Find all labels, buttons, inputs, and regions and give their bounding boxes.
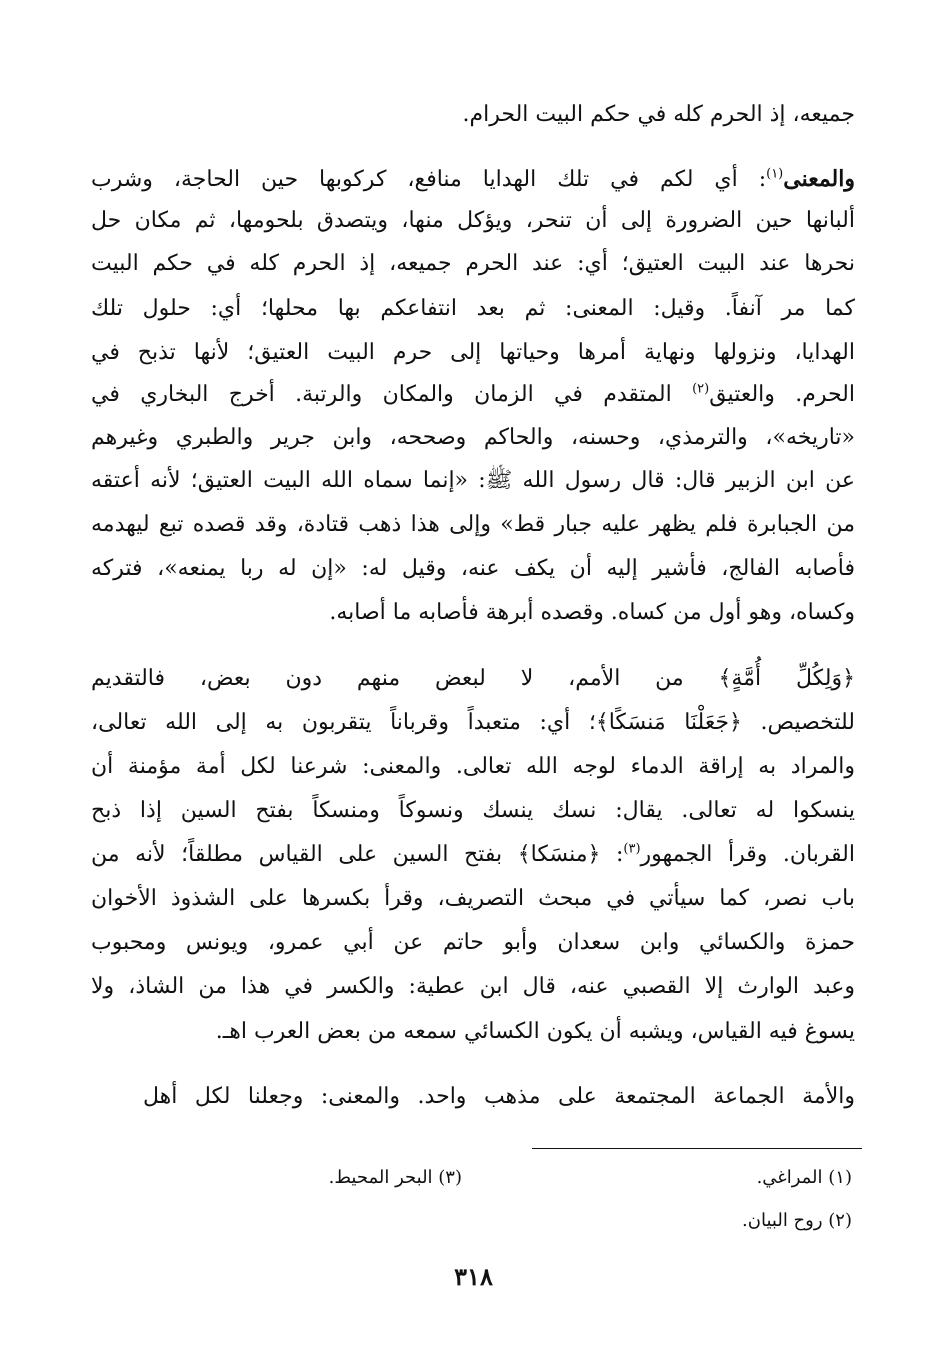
text-line: للتخصيص. ﴿جَعَلْنَا مَنسَكًا﴾؛ أي: متعبداً وقرباناً يتقربون به إلى الله تعالى، xyxy=(91,710,855,735)
text-line: عن ابن الزبير قال: قال رسول الله ﷺ: «إنما سماه الله البيت العتيق؛ لأنه أعتقه xyxy=(91,468,855,493)
text-line: والمراد به إراقة الدماء لوجه الله تعالى. والمعنى: شرعنا لكل أمة مؤمنة أن xyxy=(91,754,855,779)
text-line: باب نصر، كما سيأتي في مبحث التصريف، وقرأ بكسرها على الشذوذ الأخوان xyxy=(91,886,855,911)
line-text: الحرم. والعتيق xyxy=(709,382,855,407)
footnote-2: (٢) روح البيان. xyxy=(742,1210,852,1231)
text-line: والأمة الجماعة المجتمعة على مذهب واحد. والمعنى: وجعلنا لكل أهل xyxy=(143,1084,855,1109)
text-line xyxy=(91,378,855,412)
footnote-ref[interactable]: (١) xyxy=(766,166,784,182)
text-line: ألبانها حين الضرورة إلى أن تنحر، ويؤكل منها، ويتصدق بلحومها، ثم مكان حل xyxy=(91,208,855,233)
footnote-ref[interactable]: (٢) xyxy=(692,381,710,397)
line-text: : ﴿منسَكا﴾ بفتح السين على القياس مطلقاً؛ لأنه من xyxy=(91,842,624,867)
text-line: جميعه، إذ الحرم كله في حكم البيت الحرام. xyxy=(462,102,855,127)
text-line: حمزة والكسائي وابن سعدان وأبو حاتم عن أبي عمرو، ويونس ومحبوب xyxy=(91,930,855,955)
text-line: ينسكوا له تعالى. يقال: نسك ينسك ونسوكاً ومنسكاً بفتح السين إذا ذبح xyxy=(91,798,855,823)
text-line: وعبد الوارث إلا القصبي عنه، قال ابن عطية: والكسر في هذا من الشاذ، ولا xyxy=(91,974,855,999)
text-line: ﴿وَلِكُلِّ أُمَّةٍ﴾ من الأمم، لا لبعض منهم دون بعض، فالتقديم xyxy=(91,666,855,691)
text-line: وكساه، وهو أول من كساه. وقصده أبرهة فأصابه ما أصابه. xyxy=(329,600,855,625)
footnote-1: (١) المراغي. xyxy=(756,1167,852,1188)
text-line: نحرها عند البيت العتيق؛ أي: عند الحرم جميعه، إذ الحرم كله في حكم البيت xyxy=(91,251,855,276)
text-line xyxy=(91,838,855,872)
text-line xyxy=(91,162,855,196)
line-text: المتقدم في الزمان والمكان والرتبة. أخرج البخاري في xyxy=(91,382,693,407)
footnote-3: (٣) البحر المحيط. xyxy=(328,1167,462,1188)
text-line: يسوغ فيه القياس، ويشبه أن يكون الكسائي سمعه من بعض العرب اهـ. xyxy=(215,1019,855,1044)
term-heading: والمعنى xyxy=(783,166,855,192)
footnote-ref[interactable]: (٣) xyxy=(623,841,641,857)
footnote-divider xyxy=(532,1148,862,1149)
line-text: : أي لكم في تلك الهدايا منافع، كركوبها حين الحاجة، وشرب xyxy=(91,167,767,192)
line-text: القربان. وقرأ الجمهور xyxy=(640,842,855,867)
text-line: كما مر آنفاً. وقيل: المعنى: ثم بعد انتفاعكم بها محلها؛ أي: حلول تلك xyxy=(91,296,855,321)
text-line: من الجبابرة فلم يظهر عليه جبار قط» وإلى هذا ذهب قتادة، وقد قصده تبع ليهدمه xyxy=(91,512,855,537)
text-line: الهدايا، ونزولها ونهاية أمرها وحياتها إلى حرم البيت العتيق؛ لأنها تذبح في xyxy=(91,340,855,365)
text-line: «تاريخه»، والترمذي، وحسنه، والحاكم وصححه، وابن جرير والطبري وغيرهم xyxy=(91,425,855,450)
text-line: فأصابه الفالج، فأشير إليه أن يكف عنه، وقيل له: «إن له ربا يمنعه»، فتركه xyxy=(91,556,855,581)
page-number: ٣١٨ xyxy=(454,1262,493,1291)
